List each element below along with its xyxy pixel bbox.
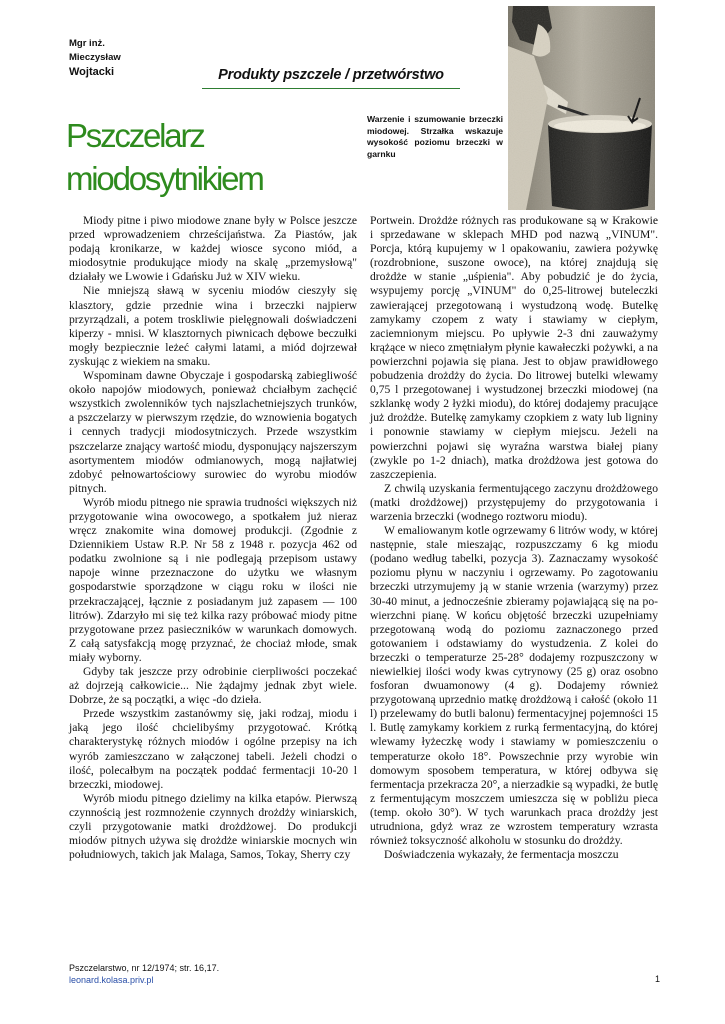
paragraph: W emaliowanym kotle ogrzewamy 6 litrów wody, w której następnie, stale mieszając, rozpuszczamy 6 kg miodu (podano według tabelki, pozycja 3). Zaznaczamy wysokość poziomu płynu w naczyniu i ogrzewamy. Po zagotowaniu brzeczki utrzymujemy ją w stanie wrzenia (warzymy) przez 30-40 minut, a jednocześnie zbieramy pojawiającą się na po- wierzchni pianę. W końcu objętość brzeczki uzupełniamy przegotowaną wodą do poziomu zaznaczonego przed gotowaniem i odstawiamy do wystudzenia. Z kolei do brzeczki o temperaturze 25-28° dodajemy rozpuszczony w niewielkiej ilości wody kwas cytrynowy (25 g) oraz osobno fosforan dwuamonowy (4 g). Dodajemy również przygotowaną uprzednio matkę drożdżową i całość (około 11 l) przelewamy do butli balonu) fermentacyjnej pojemności 15 l. Butlę zamykamy korkiem z rurką fermentacyjną, do której wlewamy łyżeczkę wody i stawiamy w pomieszczeniu o temperaturze około 18°. Powszechnie przy wyrobie win domowym sposobem temperatura, w której odbywa się fermentacja przekracza 20°, a nierzadkie są wypadki, że butlę z fermentującym moszczem umieszcza się w pobliżu pieca (temp. około 30°). W tych warunkach praca drożdży jest utrudniona, gdyż wraz ze wzrostem temperatury wzrasta również toksyczność alkoholu w stosunku do drożdży. [370,524,658,848]
footer-link[interactable]: leonard.kolasa.priv.pl [69,975,154,985]
footer-citation: Pszczelarstwo, nr 12/1974; str. 16,17. [69,963,220,973]
body-column-right [370,214,658,862]
author-degree: Mgr inż. [69,38,105,49]
paragraph: Wspominam dawne Obyczaje i gospodarską zabiegliwość około napojów miodowych, ponieważ chciałbym zachęcić wszystkich zwolenników tych najszlachetniejszych trunków, a pszczelarzy w pierwszym rzędzie, do wznowienia bogatych i cennych tradycji miodosytniczych. Przede wszystkim pszczelarze znający wartość miodu, dysponujący najszerszym asortymentem miodów odmianowych, mogą najłatwiej zdobyć pełnowartościowy surowiec do wyrobu miodów pitnych. [69,369,357,495]
title-line-2: miodosytnikiem [66,160,263,197]
paragraph: Z chwilą uzyskania fermentującego zaczynu drożdżowego (matki drożdżowej) przystępujemy do przygotowania i warzenia brzeczki (wodnego roztworu miodu). [370,481,658,523]
article-title [66,114,366,200]
paragraph: Miody pitne i piwo miodowe znane były w Polsce jeszcze przed wprowadzeniem chrześcijaństwa. Za Piastów, jak podają kronikarze, w każdej wiosce sycono miód, a miodosytnie produkujące miody na skalę „przemysłową" działały we Lwowie i Gdańsku Już w XIV wieku. [69,214,357,284]
boiling-photo [508,6,655,210]
author-block [69,37,189,79]
footer [69,962,269,986]
section-heading: Produkty pszczele / przetwórstwo [218,67,444,83]
paragraph: Przede wszystkim zastanówmy się, jaki rodzaj, miodu i jaką jego ilość chcielibyśmy przygotować. Krótką charakterystykę różnych miodów i ogólne przepisy na ich wyrób zamieszczano w załączonej tabeli. Jeżeli chodzi o ilość, polecałbym na początek poddać fermentacji 10-20 l brzeczki, miodowej. [69,707,357,791]
paragraph-continued: Portwein. Drożdże różnych ras produkowane są w Krakowie i sprzedawane w sklepach MHD pod nazwą „VINUM". Porcja, którą kupujemy w l opakowaniu, zawiera pożywkę (rozdrobnione, suszone owoce), na której znajdują się drożdże w stanie „uśpienia". Aby pobudzić je do życia, wsypujemy porcję „VINUM" do 0,25-litrowej buteleczki zawierającej przegotowaną i wystudzoną wodę. Butelkę zamykamy czopem z waty i stawiamy w ciepłym, zaciemnionym miejscu. Po upływie 2-3 dni zauważymy krążące w nieco zmętniałym płynie kawałeczki pożywki, a na powierzchni pojawia się piana. Jest to objaw prawidłowego pobudzenia drożdży do życia. Do litrowej butelki wlewamy 0,75 l przegotowanej i wystudzonej brzeczki miodowej (na szklankę wody 2 łyżki miodu), do której dodajemy pracujące już drożdże. Butelkę zamykamy czopkiem z waty lub ligniny i ponownie stawiamy w ciepłym miejscu. Jeżeli na powierzchni pojawi się wyraźna warstwa białej piany (zwykle po 1-2 dniach), matka drożdżowa jest gotowa do zaszczepienia. [370,214,658,481]
body-column-left [69,214,357,862]
title-line-1: Pszczelarz [66,117,204,154]
paragraph: Wyrób miodu pitnego nie sprawia trudności większych niż przygotowanie wina owocowego, a spotkałem już nieraz wręcz znakomite wina domowej produkcji. (Zgodnie z Dziennikiem Ustaw R.P. Nr 58 z 1948 r. pozycja 462 od podatku zwolnione są i nie podlegają przepisom ustawy napoje winne przeznaczone do użytku we własnym gospodarstwie sporządzone w ciągu roku w ilości nie przekraczającej, łącznie z posiadanym już zapasem — 100 litrów). Zdarzyło mi się też kilka razy próbować miody pitne przygotowane przez pasieczników w warunkach domowych. Z całą satysfakcją mogę przyznać, że chociaż młode, smak miały wyborny. [69,495,357,664]
section-rule [202,88,460,89]
photo-caption: Warzenie i szumowanie brzeczki miodowej. Strzałka wskazuje wysokość poziomu brzeczki w garnku [367,114,503,159]
author-last-name: Wojtacki [69,66,115,78]
page-number: 1 [654,974,660,984]
paragraph: Gdyby tak jeszcze przy odrobinie cierpliwości poczekać aż dojrzeją całkowicie... Nie żądajmy jednak zbyt wiele. Dobrze, że są początki, a więc -do dzieła. [69,665,357,707]
paragraph: Nie mniejszą sławą w syceniu miodów cieszyły się klasztory, gdzie przednie wina i brzeczki najpierw przyrządzali, a potem troskliwie pielęgnowali doświadczeni kiperzy - mnisi. W klasztornych piwnicach dębowe beczułki mogły bezpiecznie leżeć całymi latami, a miód dojrzewał zyskując z wiekiem na smaku. [69,284,357,368]
paragraph: Doświadczenia wykazały, że fermentacja moszczu [384,848,619,862]
author-first-name: Mieczysław [69,52,121,63]
paragraph: Wyrób miodu pitnego dzielimy na kilka etapów. Pierwszą czynnością jest rozmnożenie czynnych drożdży winiarskich, czyli przygotowanie matki drożdżowej. Do produkcji miodów pitnych używa się drożdże winiarskie mocnych win południowych, takich jak Malaga, Samos, Tokay, Sherry czy [69,791,357,862]
